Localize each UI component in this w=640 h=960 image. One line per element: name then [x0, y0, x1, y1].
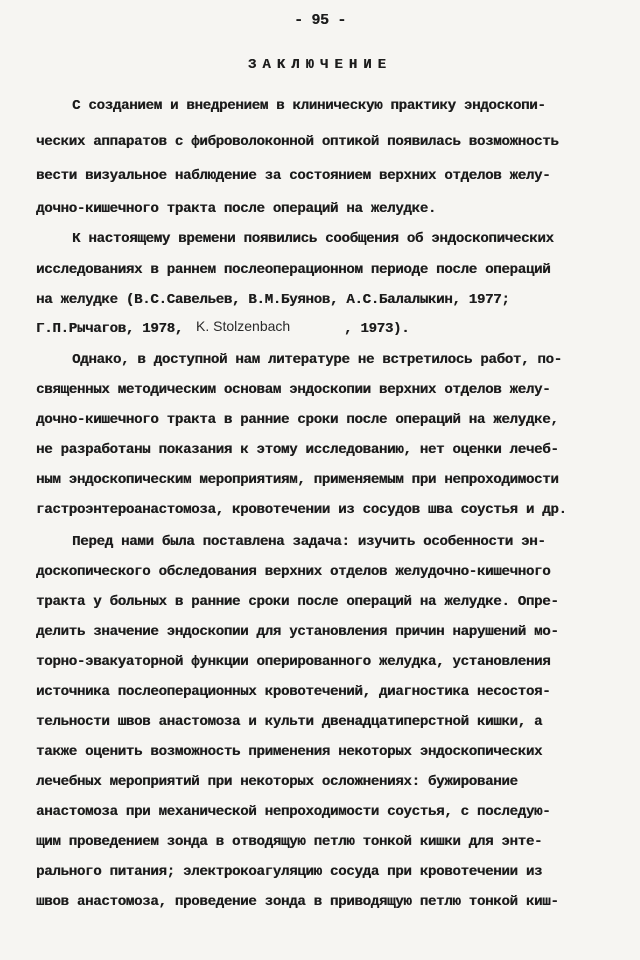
text-line: лечебных мероприятий при некоторых осложнениях: бужирование [36, 774, 518, 790]
text-line: Однако, в доступной нам литературе не встретилось работ, по- [72, 352, 562, 368]
text-line: дочно-кишечного тракта в ранние сроки после операций на желудке, [36, 412, 559, 428]
text-line: также оценить возможность применения некоторых эндоскопических [36, 744, 543, 760]
text-line: анастомоза при механической непроходимости соустья, с последую- [36, 804, 551, 820]
text-line: щим проведением зонда в отводящую петлю тонкой кишки для энте- [36, 834, 543, 850]
text-line: швов анастомоза, проведение зонда в приводящую петлю тонкой киш- [36, 894, 559, 910]
text-line: рального питания; электрокоагуляцию сосуда при кровотечении из [36, 864, 543, 880]
text-line: торно-эвакуаторной функции оперированного желудка, установления [36, 654, 551, 670]
text-line: делить значение эндоскопии для установления причин нарушений мо- [36, 624, 559, 640]
text-line: тракта у больных в ранние сроки после операций на желудке. Опре- [36, 594, 559, 610]
text-line: гастроэнтероанастомоза, кровотечении из сосудов шва соустья и др. [36, 502, 567, 518]
text-line: доскопического обследования верхних отделов желудочно-кишечного [36, 564, 551, 580]
handwritten-insert: K. Stolzenbach [196, 318, 291, 334]
page-number: - 95 - [294, 12, 346, 29]
text-line: исследованиях в раннем послеоперационном периоде после операций [36, 262, 551, 278]
text-line: тельности швов анастомоза и культи двенадцатиперстной кишки, а [36, 714, 543, 730]
text-line: Перед нами была поставлена задача: изучить особенности эн- [72, 534, 546, 550]
text-line: священных методическим основам эндоскопии верхних отделов желу- [36, 382, 551, 398]
text-line: не разработаны показания к этому исследованию, нет оценки лечеб- [36, 442, 559, 458]
text-line: вести визуальное наблюдение за состоянием верхних отделов желу- [36, 168, 551, 184]
text-line: ным эндоскопическим мероприятиям, применяемым при непроходимости [36, 472, 559, 488]
text-line: дочно-кишечного тракта после операций на желудке. [36, 201, 437, 217]
text-line: ческих аппаратов с фиброволоконной оптикой появилась возможность [36, 134, 559, 150]
text-line: К настоящему времени появились сообщения об эндоскопических [72, 231, 554, 247]
text-line: Г.П.Рычагов, 1978, [36, 321, 183, 337]
text-line: С созданием и внедрением в клиническую практику эндоскопи- [72, 98, 546, 114]
text-line: , 1973). [344, 321, 410, 337]
section-heading: ЗАКЛЮЧЕНИЕ [247, 57, 392, 73]
text-line: на желудке (В.С.Савельев, В.М.Буянов, А.С.Балалыкин, 1977; [36, 292, 510, 308]
text-line: источника послеоперационных кровотечений, диагностика несостоя- [36, 684, 551, 700]
